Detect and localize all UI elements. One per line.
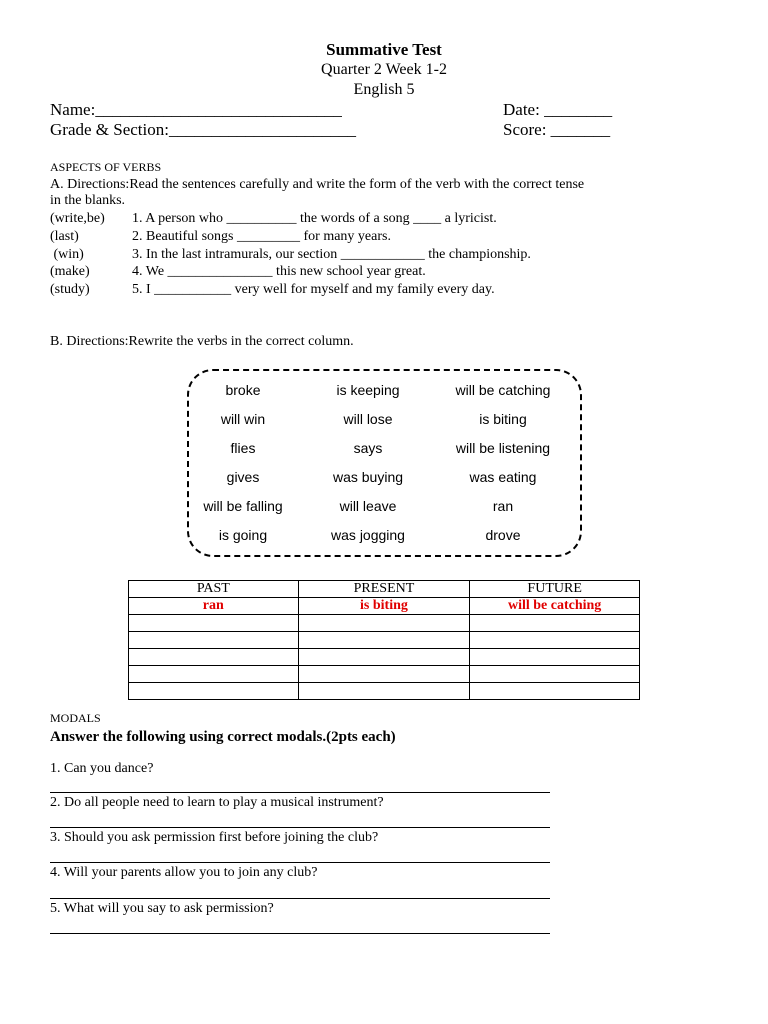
item-sentence: 3. In the last intramurals, our section ____________ the championship.: [132, 247, 531, 262]
item-hint: (make): [50, 264, 90, 279]
score-field-label: Score: _______: [503, 120, 611, 139]
answer-line[interactable]: [50, 792, 550, 793]
table-cell[interactable]: [470, 683, 640, 700]
tense-table: [128, 580, 640, 700]
table-cell[interactable]: [470, 632, 640, 649]
quarter-week: Quarter 2 Week 1-2: [321, 61, 447, 78]
grade-section-field-label: Grade & Section:______________________: [50, 120, 356, 139]
table-cell[interactable]: [298, 666, 470, 683]
date-field-label: Date: ________: [503, 100, 613, 119]
table-cell[interactable]: [298, 615, 470, 632]
item-hint: (write,be): [50, 211, 105, 226]
modal-question: 4. Will your parents allow you to join any club?: [50, 865, 318, 880]
word-bank-item: will leave: [339, 498, 397, 514]
example-past: ran: [129, 598, 299, 615]
table-cell[interactable]: [470, 649, 640, 666]
column-header-present: PRESENT: [298, 581, 470, 598]
modal-question: 1. Can you dance?: [50, 761, 154, 776]
word-bank-item: was buying: [332, 469, 404, 485]
table-cell[interactable]: [298, 632, 470, 649]
answer-line[interactable]: [50, 827, 550, 828]
table-cell[interactable]: [129, 632, 299, 649]
directions-a-line2: in the blanks.: [50, 193, 126, 208]
item-sentence: 5. I ___________ very well for myself and my family every day.: [132, 282, 495, 297]
example-present: is biting: [298, 598, 470, 615]
answer-line[interactable]: [50, 898, 550, 899]
column-header-future: FUTURE: [470, 581, 640, 598]
table-row[interactable]: [129, 615, 640, 632]
table-cell[interactable]: [470, 666, 640, 683]
word-bank-item: was eating: [469, 469, 537, 485]
directions-a-line1: A. Directions:Read the sentences carefully and write the form of the verb with the correct tense: [50, 177, 585, 192]
example-future: will be catching: [470, 598, 640, 615]
test-title: Summative Test: [326, 40, 442, 59]
item-hint: (study): [50, 282, 90, 297]
directions-b: B. Directions:Rewrite the verbs in the correct column.: [50, 334, 354, 349]
word-bank-item: drove: [485, 527, 521, 543]
word-bank-item: flies: [230, 440, 256, 456]
table-cell[interactable]: [470, 615, 640, 632]
table-cell[interactable]: [129, 666, 299, 683]
word-bank-item: gives: [226, 469, 260, 485]
answer-line[interactable]: [50, 933, 550, 934]
table-header-row: [129, 581, 640, 598]
answer-line[interactable]: [50, 862, 550, 863]
table-cell[interactable]: [298, 649, 470, 666]
table-cell[interactable]: [298, 683, 470, 700]
section-heading-modals: MODALS: [50, 711, 101, 725]
word-bank-item: will be catching: [455, 382, 551, 398]
section-heading-aspects: ASPECTS OF VERBS: [50, 160, 162, 174]
table-row[interactable]: [129, 666, 640, 683]
word-bank-item: is keeping: [336, 382, 400, 398]
name-field-label: Name:_____________________________: [50, 100, 342, 119]
table-cell[interactable]: [129, 683, 299, 700]
modal-question: 2. Do all people need to learn to play a musical instrument?: [50, 795, 384, 810]
table-row[interactable]: [129, 683, 640, 700]
column-header-past: PAST: [129, 581, 299, 598]
table-row[interactable]: [129, 632, 640, 649]
table-row[interactable]: [129, 649, 640, 666]
word-bank-item: will win: [220, 411, 266, 427]
word-bank-item: will lose: [343, 411, 393, 427]
word-bank-item: is going: [218, 527, 268, 543]
item-hint: (win): [50, 247, 84, 262]
word-bank-item: says: [353, 440, 383, 456]
word-bank-item: broke: [225, 382, 261, 398]
word-bank-item: is biting: [479, 411, 527, 427]
subject: English 5: [353, 81, 415, 98]
modals-instruction: Answer the following using correct modals.(2pts each): [50, 729, 396, 745]
table-cell[interactable]: [129, 615, 299, 632]
modal-question: 3. Should you ask permission first before joining the club?: [50, 830, 379, 845]
item-sentence: 1. A person who __________ the words of a song ____ a lyricist.: [132, 211, 497, 226]
table-cell[interactable]: [129, 649, 299, 666]
item-hint: (last): [50, 229, 79, 244]
table-row: [129, 598, 640, 615]
word-bank-item: will be falling: [203, 498, 283, 514]
item-sentence: 4. We _______________ this new school year great.: [132, 264, 426, 279]
word-bank-item: ran: [492, 498, 514, 514]
item-sentence: 2. Beautiful songs _________ for many years.: [132, 229, 391, 244]
word-bank-item: was jogging: [331, 527, 405, 543]
modal-question: 5. What will you say to ask permission?: [50, 901, 274, 916]
word-bank-item: will be listening: [455, 440, 551, 456]
